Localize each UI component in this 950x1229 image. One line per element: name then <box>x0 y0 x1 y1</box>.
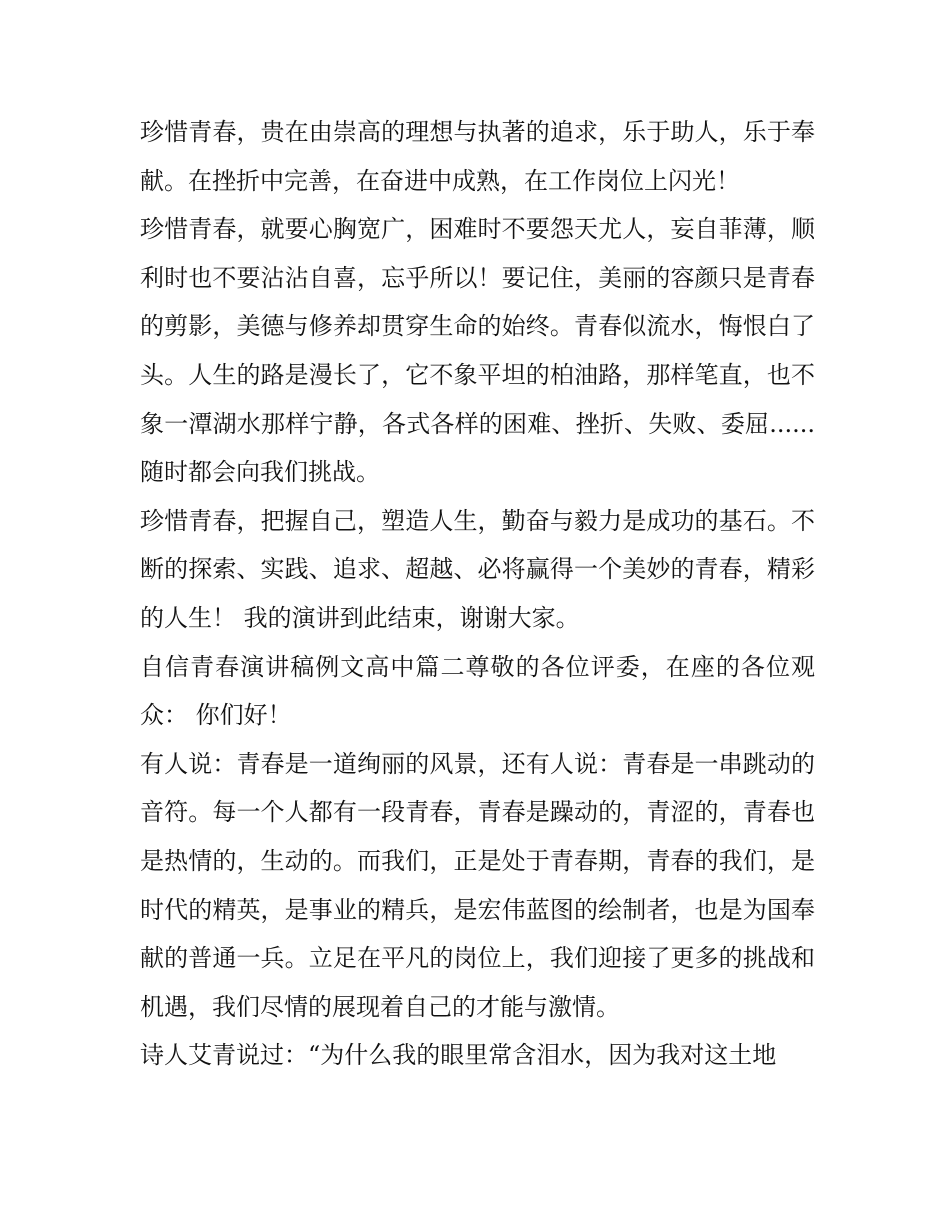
paragraph-2: 珍惜青春，就要心胸宽广，困难时不要怨天尤人，妄自菲薄，顺利时也不要沾沾自喜，忘乎所以！要记住，美丽的容颜只是青春的剪影，美德与修养却贯穿生命的始终。青春似流水，悔恨白了头。人生的路是漫长了，它不象平坦的柏油路，那样笔直，也不象一潭湖水那样宁静，各式各样的困难、挫折、失败、委屈......随时都会向我们挑战。 <box>140 215 815 487</box>
paragraph-6: 诗人艾青说过：“为什么我的眼里常含泪水，因为我对这土地 <box>140 1041 777 1070</box>
paragraph-4: 自信青春演讲稿例文高中篇二尊敬的各位评委，在座的各位观众： 你们好！ <box>140 652 815 730</box>
paragraph-3: 珍惜青春，把握自己，塑造人生，勤奋与毅力是成功的基石。不断的探索、实践、追求、超越、必将赢得一个美妙的青春，精彩的人生！ 我的演讲到此结束，谢谢大家。 <box>140 506 815 632</box>
paragraph-1: 珍惜青春，贵在由崇高的理想与执著的追求，乐于助人，乐于奉献。在挫折中完善，在奋进中成熟，在工作岗位上闪光！ <box>140 118 815 195</box>
paragraph-5: 有人说：青春是一道绚丽的风景，还有人说：青春是一串跳动的音符。每一个人都有一段青春，青春是躁动的，青涩的，青春也是热情的，生动的。而我们，正是处于青春期，青春的我们，是时代的精英，是事业的精兵，是宏伟蓝图的绘制者，也是为国奉献的普通一兵。立足在平凡的岗位上，我们迎接了更多的挑战和机遇，我们尽情的展现着自己的才能与激情。 <box>140 749 815 1021</box>
document-body <box>140 108 815 1080</box>
